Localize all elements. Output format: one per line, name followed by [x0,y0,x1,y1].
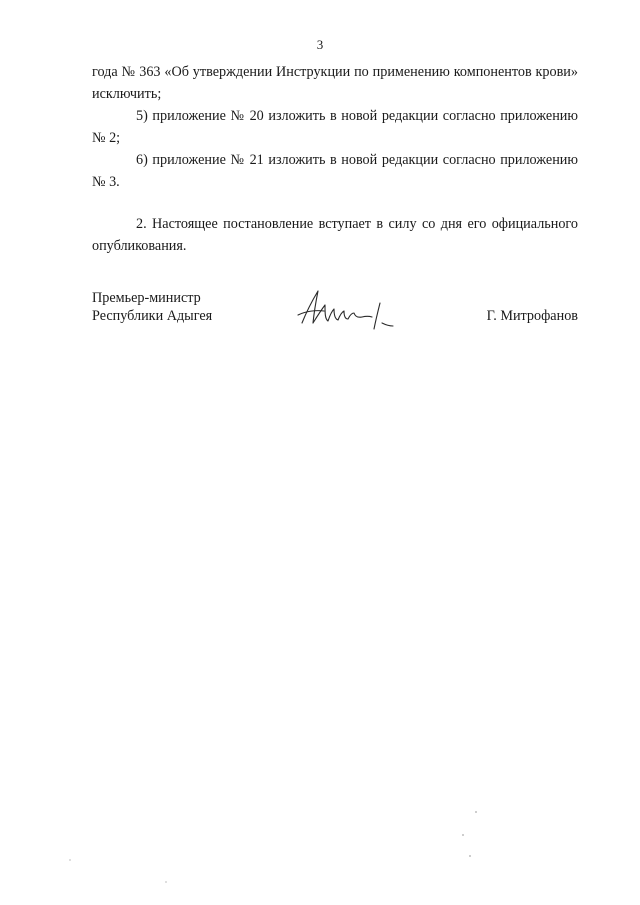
paragraph-item-5: 5) приложение № 20 изложить в новой редакции согласно приложению № 2; [92,108,578,146]
page-number: 3 [316,37,324,52]
signer-title-line-1: Премьер-министр [92,290,201,306]
signer-title [92,289,212,325]
paragraph-item-6: 6) приложение № 21 изложить в новой редакции согласно приложению № 3. [92,152,578,190]
signature-block [92,285,578,335]
paragraph-continuation: года № 363 «Об утверждении Инструкции по применению компонентов крови» исключить; [92,64,578,102]
handwritten-signature [292,285,402,335]
signer-name: Г. Митрофанов [486,308,578,324]
paragraph-effective-date: 2. Настоящее постановление вступает в силу со дня его официального опубликования. [92,216,578,254]
document-body [92,61,578,257]
signer-title-line-2: Республики Адыгея [92,308,213,324]
